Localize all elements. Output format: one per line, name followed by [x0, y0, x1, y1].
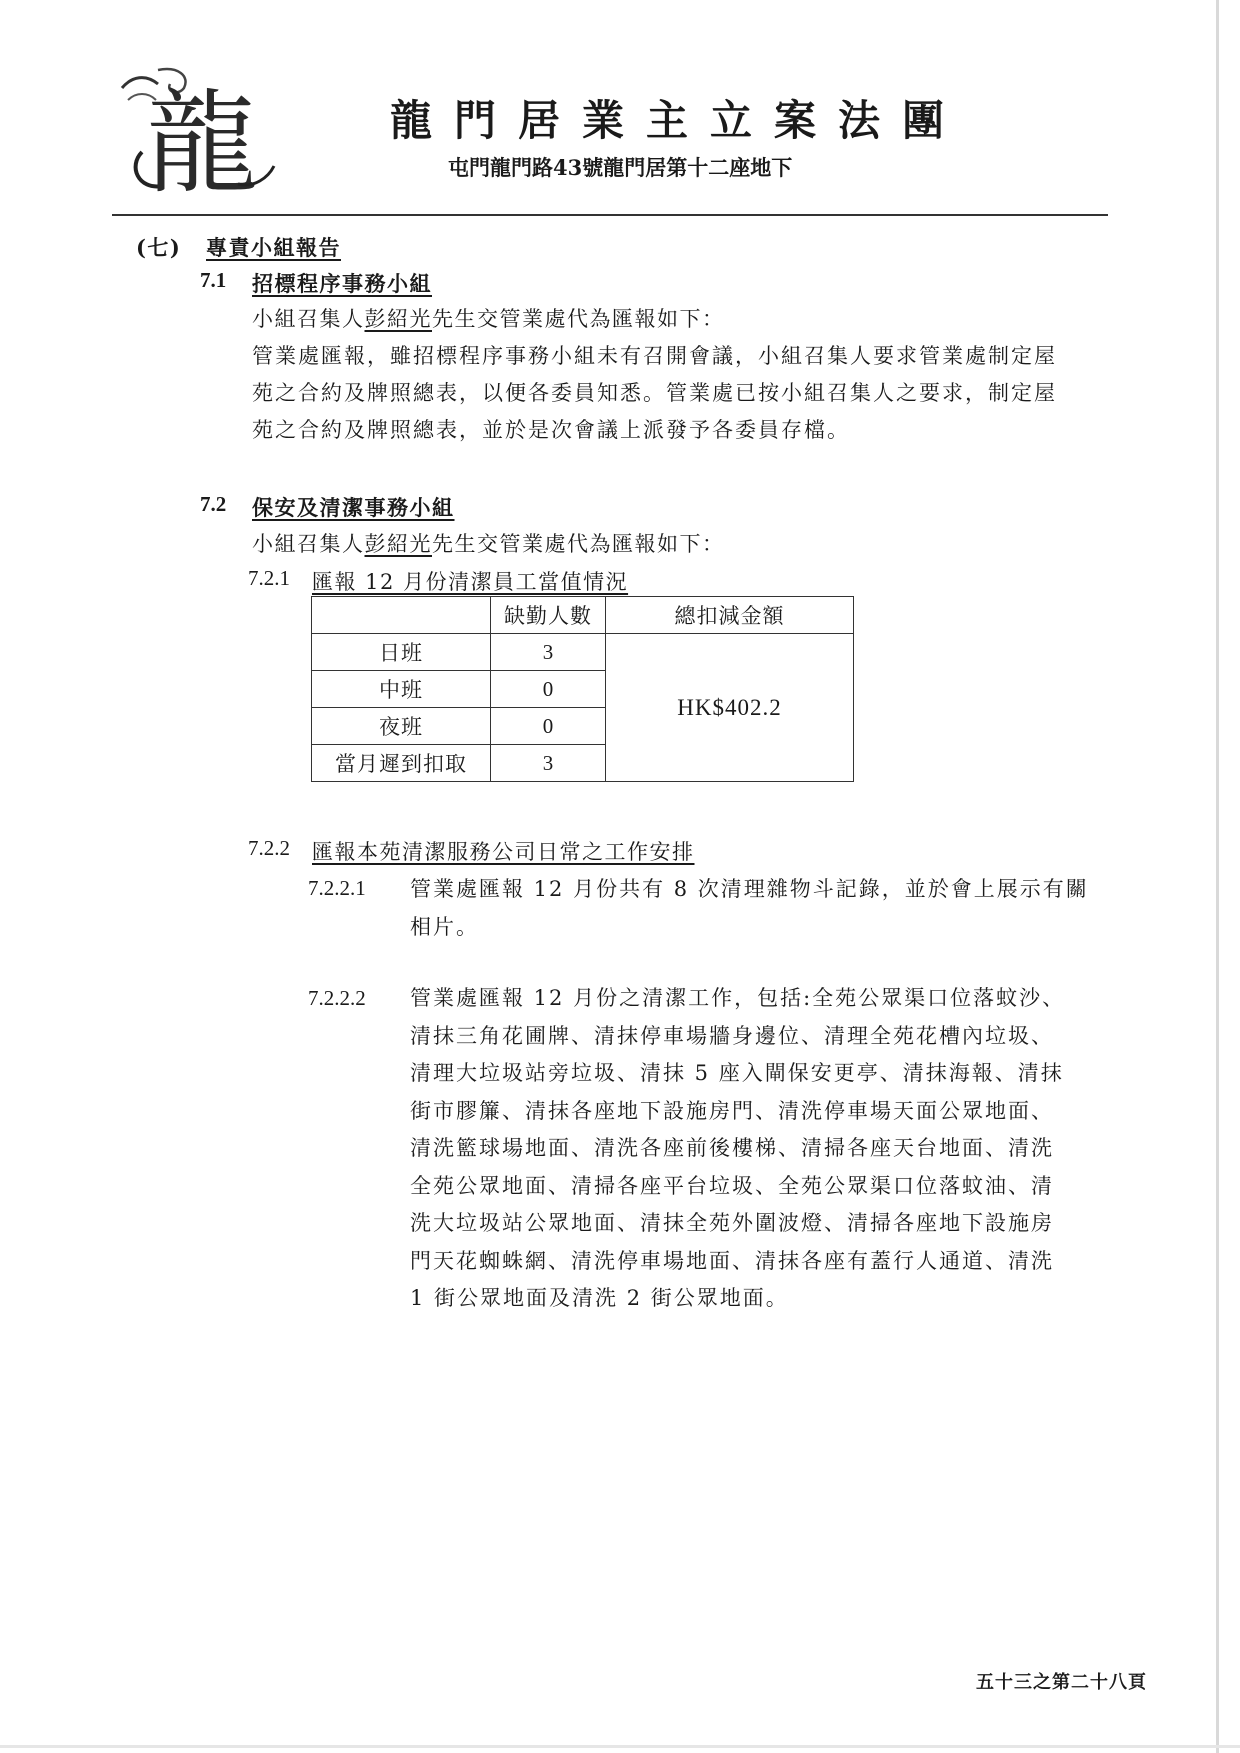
logo-glyph: 龍 — [146, 79, 258, 194]
shift-label: 當月遲到扣取 — [312, 745, 491, 782]
s72-convener-name: 彭紹光 — [364, 532, 432, 556]
item-line: 門天花蜘蛛網、清洗停車場地面、清抹各座有蓋行人通道、清洗 — [410, 1248, 1054, 1273]
s721-title: 匯報 12 月份清潔員工當值情況 — [312, 570, 629, 594]
cleaning-staff-table — [311, 596, 854, 782]
org-name: 龍門居業主立案法團 — [390, 96, 967, 145]
s72-number: 7.2 — [200, 492, 227, 516]
total-deduction: HK$402.2 — [606, 634, 854, 782]
s71-line: 管業處匯報，雖招標程序事務小組未有召開會議，小組召集人要求管業處制定屋 — [252, 344, 1057, 368]
s71-paragraph — [252, 338, 1057, 449]
shift-label: 中班 — [312, 671, 491, 708]
table-header-row — [312, 597, 854, 634]
item-line: 清洗籃球場地面、清洗各座前後樓梯、清掃各座天台地面、清洗 — [410, 1136, 1054, 1160]
absent-count: 3 — [491, 634, 606, 671]
dragon-logo — [118, 66, 278, 194]
item-line: 洗大垃圾站公眾地面、清抹全苑外圍波燈、清掃各座地下設施房 — [410, 1211, 1054, 1235]
shift-label: 夜班 — [312, 708, 491, 745]
item-number: 7.2.2.1 — [308, 876, 366, 900]
page-edge-right — [1216, 0, 1219, 1753]
absent-count: 0 — [491, 671, 606, 708]
s722-title: 匯報本苑清潔服務公司日常之工作安排 — [312, 840, 695, 864]
s71-convener-after: 先生交管業處代為匯報如下： — [432, 307, 725, 331]
absent-count: 0 — [491, 708, 606, 745]
item-line: 全苑公眾地面、清掃各座平台垃圾、全苑公眾渠口位落蚊油、清 — [410, 1173, 1054, 1198]
item-paragraph — [410, 980, 1065, 1318]
s71-line: 苑之合約及牌照總表，並於是次會議上派發予各委員存檔。 — [252, 418, 850, 442]
s722-number: 7.2.2 — [248, 836, 290, 860]
table-header-cell: 總扣減金額 — [606, 597, 854, 634]
item-number: 7.2.2.2 — [308, 986, 366, 1010]
item-line: 管業處匯報 12 月份之清潔工作，包括:全苑公眾渠口位落蚊沙、 — [410, 986, 1066, 1010]
s721-number: 7.2.1 — [248, 566, 290, 590]
item-line: 管業處匯報 12 月份共有 8 次清理雜物斗記錄，並於會上展示有關 — [410, 877, 1089, 901]
s71-number: 7.1 — [200, 268, 227, 292]
s72-convener-line — [252, 528, 725, 558]
header-divider — [112, 214, 1108, 216]
item-paragraph — [410, 870, 1089, 946]
item-line: 清理大垃圾站旁垃圾、清抹 5 座入閘保安更亭、清抹海報、清抹 — [410, 1061, 1064, 1085]
s71-line: 苑之合約及牌照總表，以便各委員知悉。管業處已按小組召集人之要求，制定屋 — [252, 381, 1057, 405]
s72-convener-after: 先生交管業處代為匯報如下： — [432, 532, 725, 556]
s72-title: 保安及清潔事務小組 — [252, 495, 455, 520]
item-line: 清抹三角花圃牌、清抹停車場牆身邊位、清理全苑花槽內垃圾、 — [410, 1023, 1054, 1048]
page-number: 五十三之第二十八頁 — [976, 1672, 1147, 1693]
table-header-cell: 缺勤人數 — [491, 597, 606, 634]
s71-title: 招標程序事務小組 — [252, 271, 432, 296]
item-line: 1 街公眾地面及清洗 2 街公眾地面。 — [410, 1286, 789, 1310]
absent-count: 3 — [491, 745, 606, 782]
shift-label: 日班 — [312, 634, 491, 671]
page-edge-bottom — [0, 1745, 1240, 1748]
s71-convener-before: 小組召集人 — [252, 307, 365, 331]
org-address: 屯門龍門路43號龍門居第十二座地下 — [448, 155, 793, 180]
item-line: 街市膠簾、清抹各座地下設施房門、清洗停車場天面公眾地面、 — [410, 1098, 1054, 1123]
item-line: 相片。 — [410, 915, 479, 939]
s71-convener-line — [252, 303, 725, 333]
s72-convener-before: 小組召集人 — [252, 532, 365, 556]
section-title: 專責小組報告 — [206, 235, 341, 260]
table-header-cell — [312, 597, 491, 634]
table-row — [312, 634, 854, 671]
s71-convener-name: 彭紹光 — [364, 307, 432, 331]
section-marker: (七) — [136, 235, 182, 260]
